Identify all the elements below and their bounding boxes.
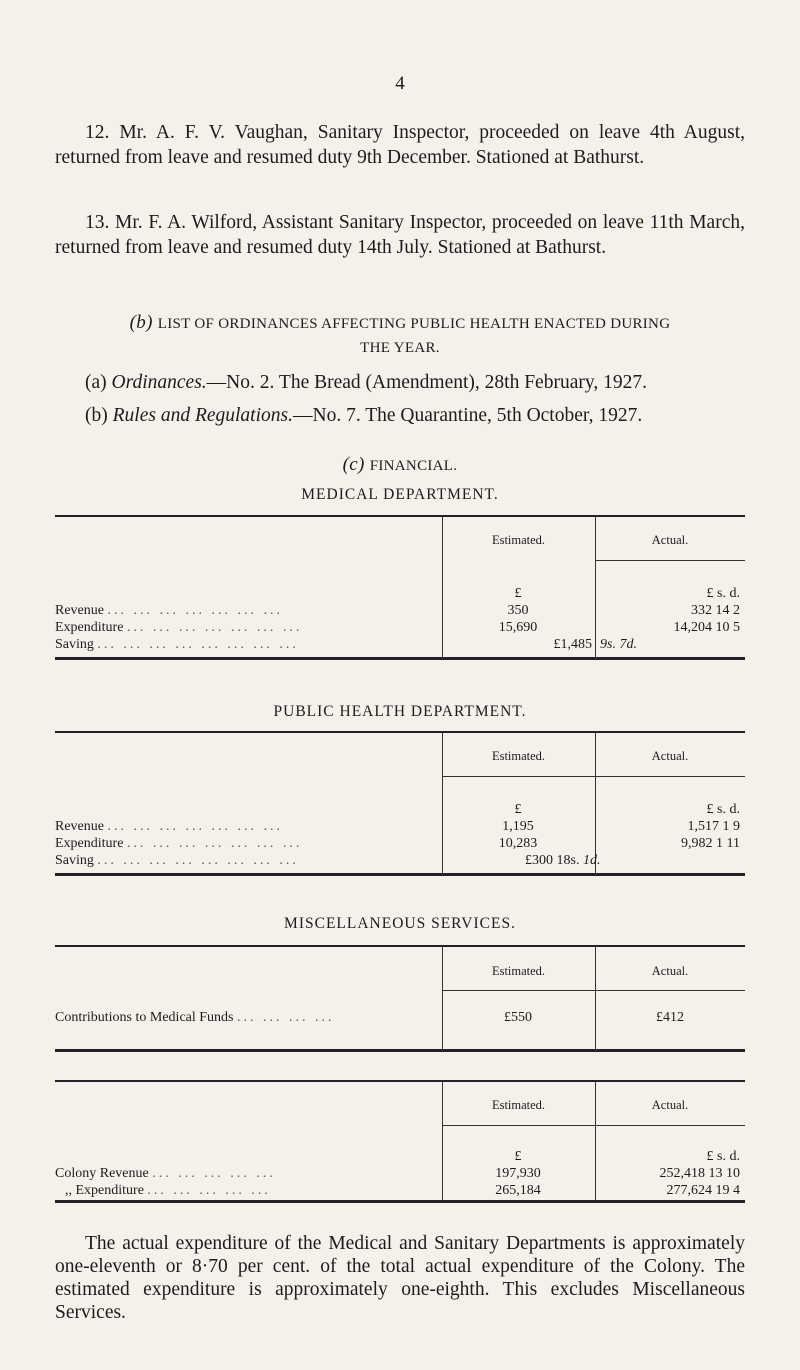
- colony-col-actual: Actual.: [651, 1098, 689, 1112]
- medical-col-estimated: Estimated.: [491, 533, 546, 547]
- public-health-row-revenue-actual: 1,517 1 9: [687, 819, 740, 834]
- medical-row-revenue-actual: 332 14 2: [691, 603, 740, 618]
- medical-row-revenue-label: Revenue ... ... ... ... ... ... ...: [55, 603, 283, 618]
- colony-row-expenditure-estimated: 265,184: [495, 1183, 541, 1198]
- colony-table: [55, 1080, 745, 1220]
- section-b-title-line1: LIST OF ORDINANCES AFFECTING PUBLIC HEALTH ENACTED DURING: [157, 316, 671, 332]
- colony-act-unit: £ s. d.: [706, 1149, 740, 1164]
- misc-row-label: Contributions to Medical Funds ... ... ... ...: [55, 1010, 335, 1025]
- medical-saving-shillings-pence: 9s. 7d.: [600, 637, 637, 652]
- misc-services-title: MISCELLANEOUS SERVICES.: [284, 915, 516, 932]
- public-health-table: [55, 731, 745, 891]
- colony-row-revenue-label: Colony Revenue ... ... ... ... ...: [55, 1166, 276, 1181]
- public-health-row-revenue-label: Revenue ... ... ... ... ... ... ...: [55, 819, 283, 834]
- public-health-row-expenditure-label: Expenditure ... ... ... ... ... ... ...: [55, 836, 303, 851]
- medical-table: [55, 515, 745, 675]
- public-health-saving-value: £300 18s. 1d.: [525, 853, 601, 868]
- medical-row-expenditure-actual: 14,204 10 5: [673, 620, 740, 635]
- misc-row-estimated: £550: [504, 1010, 532, 1025]
- medical-department-title: MEDICAL DEPARTMENT.: [301, 486, 499, 503]
- colony-col-estimated: Estimated.: [491, 1098, 546, 1112]
- ordinance-b-text: —No. 7. The Quarantine, 5th October, 1927.: [292, 405, 643, 426]
- ordinance-a: [85, 372, 765, 394]
- ordinance-a-text: —No. 2. The Bread (Amendment), 28th February, 1927.: [206, 372, 647, 393]
- section-b-heading-line2: [0, 334, 800, 361]
- medical-saving-value: £1,485: [553, 637, 592, 652]
- paragraph-12: 12. Mr. A. F. V. Vaughan, Sanitary Inspector, proceeded on leave 4th August, returned from leave and resumed duty 9th December. Stationed at Bathurst.: [55, 122, 745, 168]
- public-health-col-actual: Actual.: [651, 749, 689, 763]
- medical-row-expenditure-label: Expenditure ... ... ... ... ... ... ...: [55, 620, 303, 635]
- ordinance-b-prefix: (b): [85, 405, 108, 426]
- misc-col-actual: Actual.: [651, 964, 689, 978]
- colony-row-revenue-estimated: 197,930: [495, 1166, 541, 1181]
- section-c-title: FINANCIAL.: [369, 458, 458, 474]
- public-health-col-estimated: Estimated.: [491, 749, 546, 763]
- colony-row-expenditure-actual: 277,624 19 4: [666, 1183, 740, 1198]
- medical-row-expenditure-estimated: 15,690: [498, 620, 538, 635]
- colony-row-revenue-actual: 252,418 13 10: [659, 1166, 740, 1181]
- section-c-heading: [0, 452, 800, 479]
- public-health-row-revenue-estimated: 1,195: [502, 819, 534, 834]
- public-health-row-expenditure-actual: 9,982 1 11: [681, 836, 740, 851]
- misc-row-actual: £412: [656, 1010, 684, 1025]
- public-health-est-unit: £: [514, 802, 522, 817]
- public-health-row-expenditure-estimated: 10,283: [498, 836, 538, 851]
- ordinance-b-italic: Rules and Regulations.: [112, 405, 293, 426]
- page-number: 4: [395, 73, 405, 94]
- medical-row-revenue-estimated: 350: [507, 603, 529, 618]
- section-b-heading: [0, 310, 800, 337]
- colony-est-unit: £: [514, 1149, 522, 1164]
- misc-table: [55, 945, 745, 1065]
- ordinance-a-prefix: (a): [85, 372, 107, 393]
- public-health-act-unit: £ s. d.: [706, 802, 740, 817]
- ordinance-b: [85, 405, 765, 427]
- ordinance-a-italic: Ordinances.: [111, 372, 207, 393]
- medical-col-actual: Actual.: [651, 533, 689, 547]
- section-c-marker: (c): [342, 454, 365, 475]
- medical-est-unit: £: [514, 586, 522, 601]
- medical-row-saving-label: Saving ... ... ... ... ... ... ... ...: [55, 637, 299, 652]
- medical-act-unit: £ s. d.: [706, 586, 740, 601]
- public-health-row-saving-label: Saving ... ... ... ... ... ... ... ...: [55, 853, 299, 868]
- public-health-department-title: PUBLIC HEALTH DEPARTMENT.: [273, 703, 527, 720]
- section-b-marker: (b): [129, 312, 153, 333]
- misc-col-estimated: Estimated.: [491, 964, 546, 978]
- paragraph-13: 13. Mr. F. A. Wilford, Assistant Sanitary Inspector, proceeded on leave 11th March, returned from leave and resumed duty 14th July. Stationed at Bathurst.: [55, 212, 745, 258]
- colony-row-expenditure-label: ,, Expenditure ... ... ... ... ...: [65, 1183, 271, 1198]
- section-b-title-line2: THE YEAR.: [360, 340, 440, 356]
- final-paragraph: The actual expenditure of the Medical and Sanitary Departments is approximately one-eleventh or 8·70 per cent. of the total actual expenditure of the Colony. The estimated expenditure is approximately one-eighth. This excludes Miscellaneous Services.: [55, 1233, 745, 1323]
